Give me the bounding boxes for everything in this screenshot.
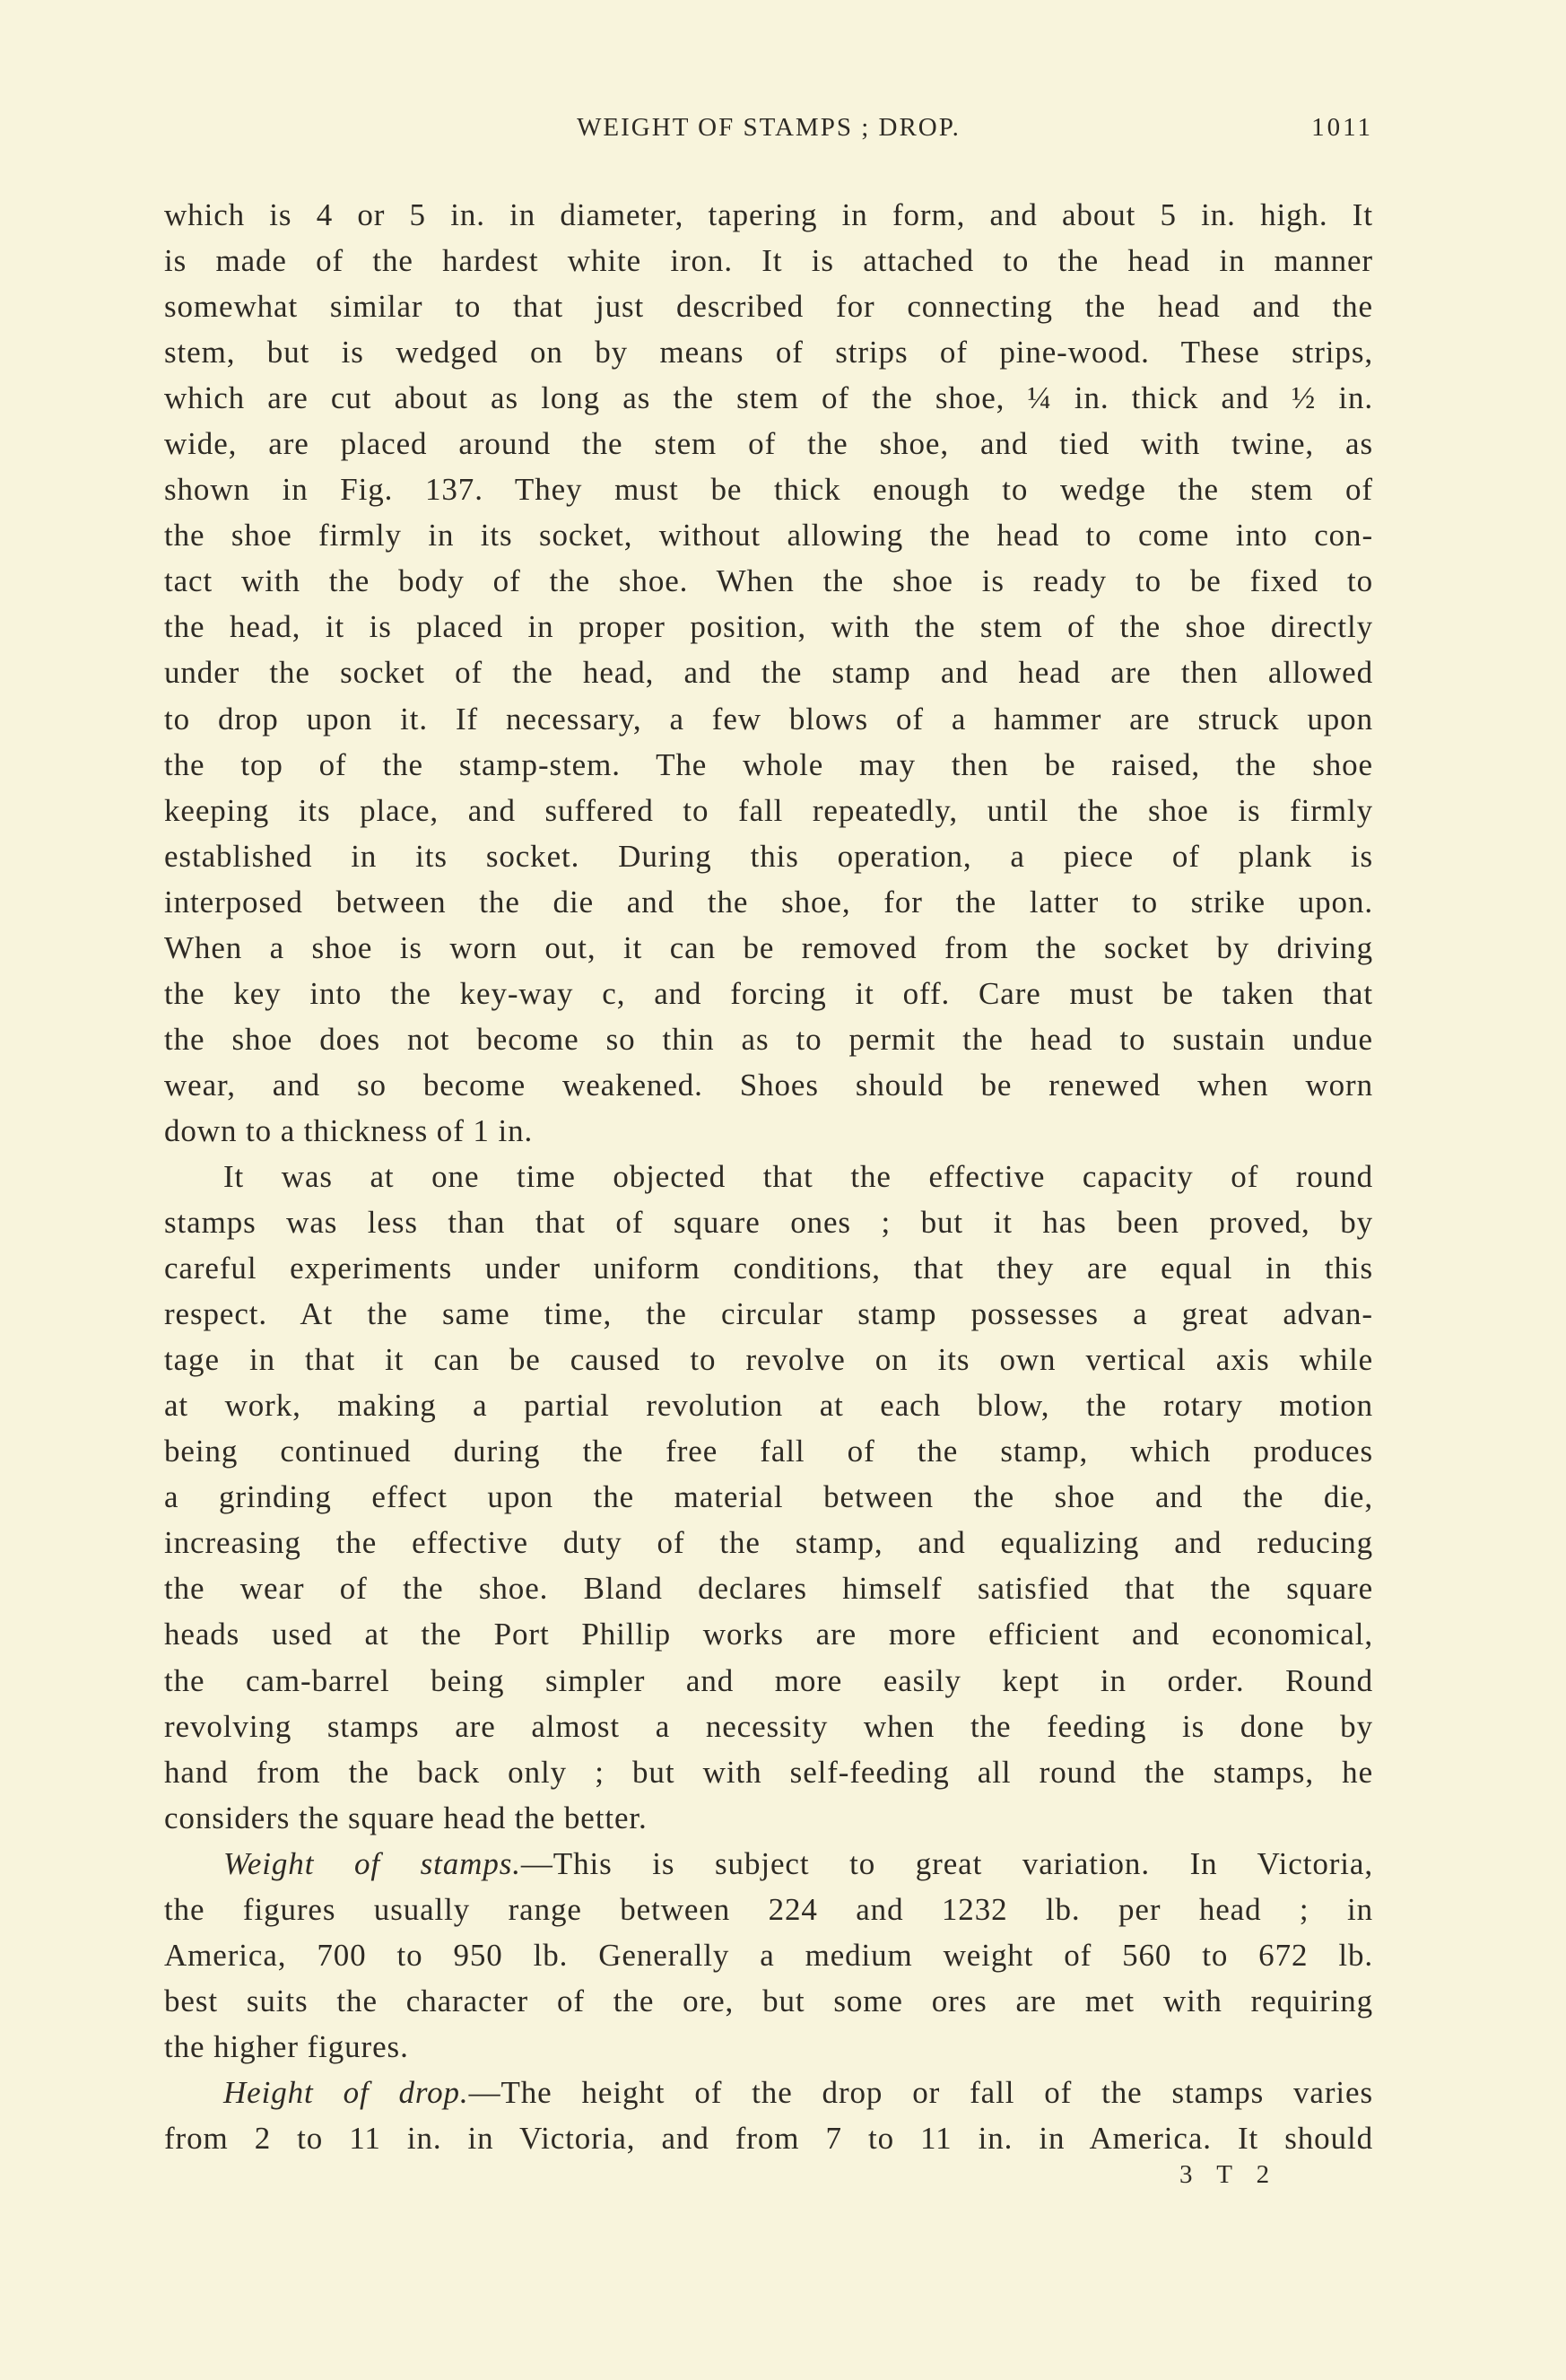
text-line xyxy=(164,466,1373,512)
text-line xyxy=(164,1841,1373,1887)
text-line xyxy=(164,1108,1373,1154)
text-line xyxy=(164,649,1373,695)
running-head xyxy=(164,113,1373,149)
text-line xyxy=(164,1337,1373,1382)
line-text: a grinding effect upon the material between the shoe and the die, xyxy=(164,1479,1373,1515)
text-line xyxy=(164,1474,1373,1520)
line-text: the cam-barrel being simpler and more easily kept in order. Round xyxy=(164,1662,1373,1698)
text-line xyxy=(164,2024,1373,2070)
line-text: the key into the key-way c, and forcing it off. Care must be taken that xyxy=(164,975,1373,1011)
text-line xyxy=(164,1795,1373,1841)
line-text: careful experiments under uniform conditions, that they are equal in this xyxy=(164,1251,1373,1286)
line-text: respect. At the same time, the circular stamp possesses a great advan- xyxy=(164,1296,1373,1332)
line-text: is made of the hardest white iron. It is attached to the head in manner xyxy=(164,243,1373,279)
text-line xyxy=(164,558,1373,604)
text-line xyxy=(164,1704,1373,1749)
text-line xyxy=(164,329,1373,375)
body-text xyxy=(164,192,1373,2161)
text-line xyxy=(164,696,1373,742)
line-text: under the socket of the head, and the stamp and head are then allowed xyxy=(164,655,1373,691)
line-text: being continued during the free fall of the stamp, which produces xyxy=(164,1434,1373,1469)
line-text: best suits the character of the ore, but some ores are met with requiring xyxy=(164,1983,1373,2018)
line-text: interposed between the die and the shoe, for the latter to strike upon. xyxy=(164,884,1373,920)
line-text: which are cut about as long as the stem of the shoe, ¼ in. thick and ½ in. xyxy=(164,380,1373,416)
line-text: heads used at the Port Phillip works are more efficient and economical, xyxy=(164,1617,1373,1652)
text-line xyxy=(164,2070,1373,2115)
text-line xyxy=(164,788,1373,833)
text-line xyxy=(164,1611,1373,1657)
text-line xyxy=(164,375,1373,421)
text-line xyxy=(164,971,1373,1016)
text-line xyxy=(164,1245,1373,1291)
line-text: the figures usually range between 224 and 1232 lb. per head ; in xyxy=(164,1891,1373,1927)
running-head-title: WEIGHT OF STAMPS ; DROP. xyxy=(577,113,961,142)
side-heading: Weight of stamps. xyxy=(223,1845,521,1881)
text-line xyxy=(164,1016,1373,1062)
line-text: at work, making a partial revolution at each blow, the rotary motion xyxy=(164,1388,1373,1424)
line-text: stamps was less than that of square ones ; but it has been proved, by xyxy=(164,1205,1373,1241)
line-text: down to a thickness of 1 in. xyxy=(164,1112,534,1148)
line-text: wide, are placed around the stem of the shoe, and tied with twine, as xyxy=(164,426,1373,462)
line-text: stem, but is wedged on by means of strips of pine-wood. These strips, xyxy=(164,335,1373,371)
text-line xyxy=(164,1382,1373,1428)
text-line xyxy=(164,1565,1373,1611)
signature-mark: 3 T 2 xyxy=(1179,2160,1279,2189)
line-text: the wear of the shoe. Bland declares himself satisfied that the square xyxy=(164,1571,1373,1607)
line-text: which is 4 or 5 in. in diameter, tapering in form, and about 5 in. high. It xyxy=(164,197,1373,232)
text-line xyxy=(164,1658,1373,1704)
line-text: the shoe does not become so thin as to permit the head to sustain undue xyxy=(164,1021,1373,1057)
line-text: shown in Fig. 137. They must be thick enough to wedge the stem of xyxy=(164,472,1373,508)
text-line xyxy=(164,1932,1373,1978)
line-text: from 2 to 11 in. in Victoria, and from 7 to 11 in. in America. It should xyxy=(164,2120,1373,2156)
line-text: —The height of the drop or fall of the stamps varies xyxy=(468,2074,1373,2110)
text-line xyxy=(164,1062,1373,1108)
line-text: It was at one time objected that the effective capacity of round xyxy=(223,1158,1373,1194)
line-text: the higher figures. xyxy=(164,2028,409,2064)
text-line xyxy=(164,192,1373,238)
text-line xyxy=(164,1428,1373,1474)
line-text: keeping its place, and suffered to fall repeatedly, until the shoe is firmly xyxy=(164,792,1373,828)
side-heading: Height of drop. xyxy=(223,2074,469,2110)
text-line xyxy=(164,1887,1373,1932)
line-text: wear, and so become weakened. Shoes should be renewed when worn xyxy=(164,1067,1373,1103)
text-line xyxy=(164,1978,1373,2024)
text-line xyxy=(164,1749,1373,1795)
text-line xyxy=(164,1199,1373,1245)
line-text: tage in that it can be caused to revolve on its own vertical axis while xyxy=(164,1342,1373,1378)
line-text: —This is subject to great variation. In Victoria, xyxy=(520,1845,1373,1881)
text-line xyxy=(164,238,1373,283)
line-text: the top of the stamp-stem. The whole may then be raised, the shoe xyxy=(164,746,1373,782)
text-line xyxy=(164,604,1373,649)
text-line xyxy=(164,512,1373,558)
text-line xyxy=(164,1154,1373,1199)
text-line xyxy=(164,833,1373,879)
line-text: tact with the body of the shoe. When the shoe is ready to be fixed to xyxy=(164,563,1373,599)
page-number: 1011 xyxy=(1311,113,1373,142)
line-text: hand from the back only ; but with self-feeding all round the stamps, he xyxy=(164,1754,1373,1790)
line-text: the head, it is placed in proper position, with the stem of the shoe directly xyxy=(164,609,1373,645)
line-text: revolving stamps are almost a necessity when the feeding is done by xyxy=(164,1708,1373,1744)
line-text: the shoe firmly in its socket, without allowing the head to come into con- xyxy=(164,518,1373,554)
line-text: considers the square head the better. xyxy=(164,1800,648,1835)
text-line xyxy=(164,925,1373,971)
text-line xyxy=(164,283,1373,329)
line-text: somewhat similar to that just described for connecting the head and the xyxy=(164,289,1373,325)
text-line xyxy=(164,742,1373,788)
line-text: increasing the effective duty of the stamp, and equalizing and reducing xyxy=(164,1525,1373,1561)
line-text: established in its socket. During this operation, a piece of plank is xyxy=(164,838,1373,874)
text-line xyxy=(164,2115,1373,2161)
text-line xyxy=(164,421,1373,466)
text-line xyxy=(164,1520,1373,1565)
line-text: America, 700 to 950 lb. Generally a medium weight of 560 to 672 lb. xyxy=(164,1937,1373,1973)
line-text: to drop upon it. If necessary, a few blows of a hammer are struck upon xyxy=(164,701,1373,737)
text-line xyxy=(164,879,1373,925)
text-line xyxy=(164,1291,1373,1337)
line-text: When a shoe is worn out, it can be removed from the socket by driving xyxy=(164,929,1373,965)
